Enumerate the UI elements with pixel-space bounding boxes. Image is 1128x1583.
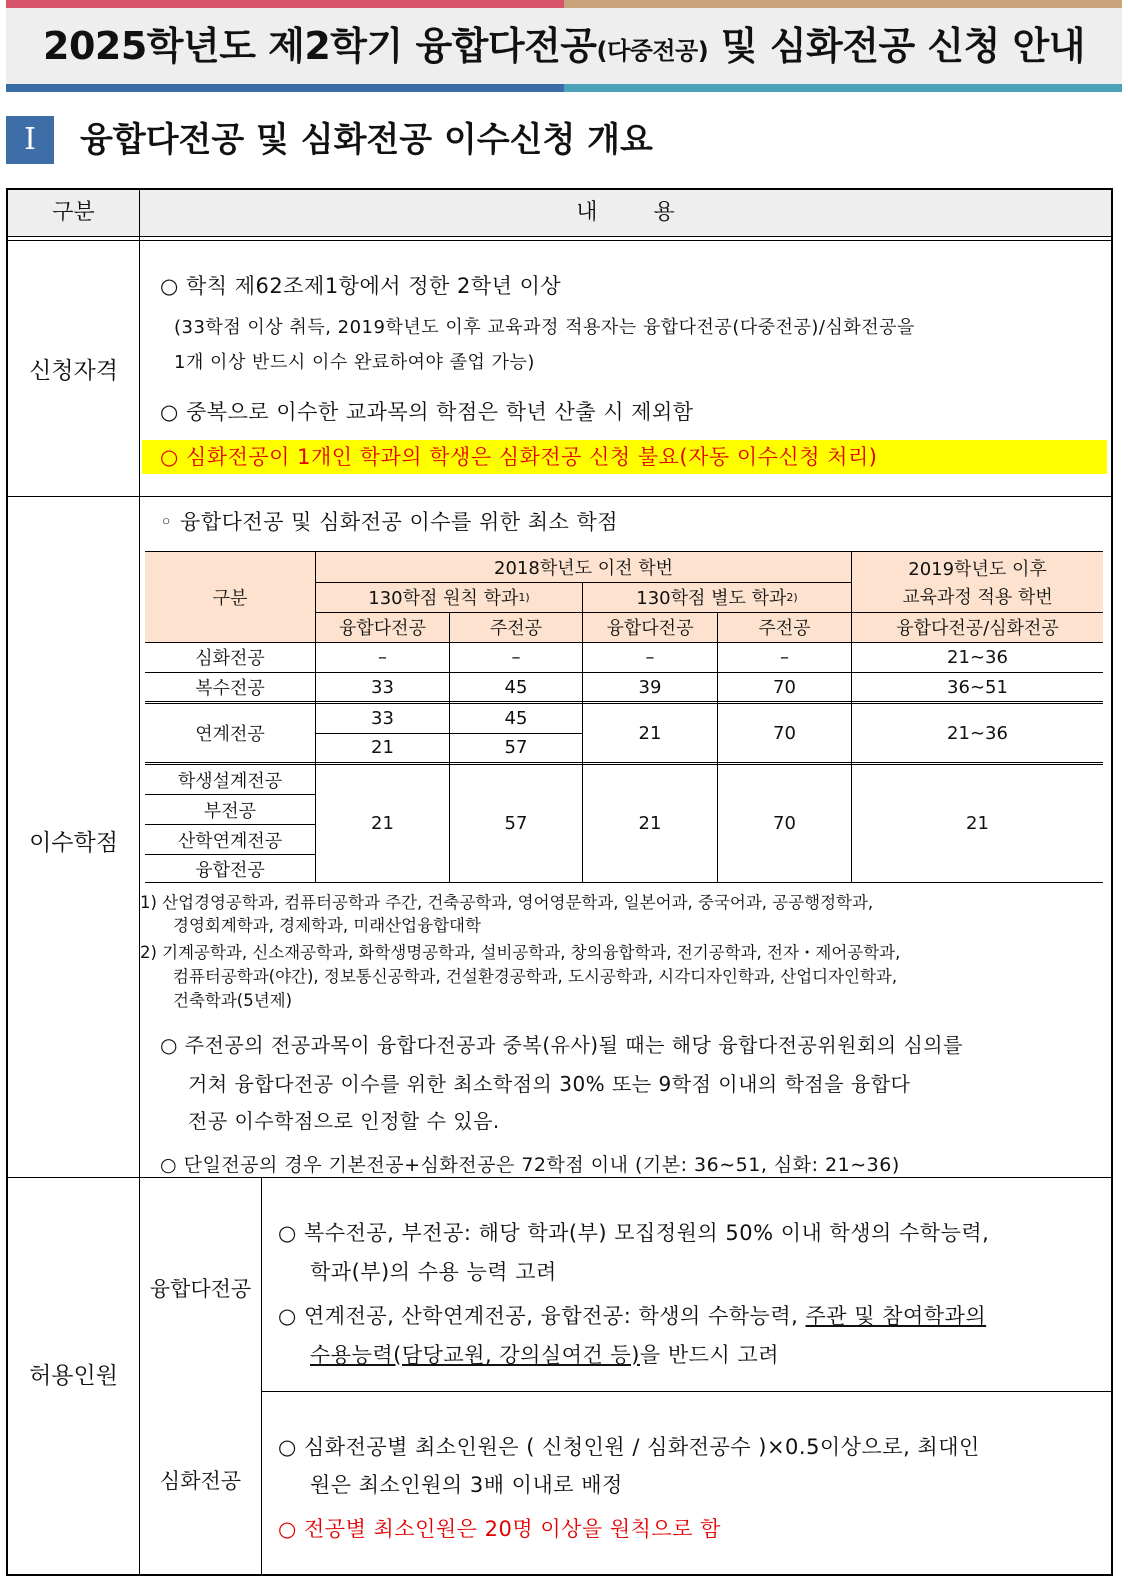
- column-divider-2: [261, 1177, 262, 1576]
- footnote-1-line-2: 경영회계학과, 경제학과, 미래산업융합대학: [173, 916, 481, 935]
- footnote-1-line-1: 1) 산업경영공학과, 컴퓨터공학과 주간, 건축공학과, 영어영문학과, 일본어과, 중국어과, 공공행정학과,: [140, 893, 874, 912]
- header-category: 구분: [52, 200, 95, 225]
- credit-cell: 21∼36: [947, 646, 1008, 668]
- credit-cell: 21: [638, 813, 662, 834]
- credit-cell: –: [645, 646, 655, 668]
- advanced-capacity-line-1: ○ 심화전공별 최소인원은 ( 신청인원 / 심화전공수 )×0.5이상으로, 최대인: [278, 1435, 980, 1459]
- group-before-2018: 2018학년도 이전 학번: [494, 557, 673, 579]
- credit-cell: 45: [504, 676, 528, 698]
- grid-line: [449, 612, 450, 883]
- credit-cell: 33: [371, 676, 394, 698]
- column-divider-1: [139, 190, 140, 1576]
- credits-note-1-line-3: 전공 이수학점으로 인정할 수 있음.: [188, 1109, 500, 1133]
- title-part-paren: (다중전공): [596, 37, 709, 65]
- grid-line: [582, 582, 583, 883]
- footnote-2-line-1: 2) 기계공학과, 신소재공학과, 화학생명공학과, 설비공학과, 창의융합학과, 전기공학과, 전자・제어공학과,: [140, 943, 901, 962]
- credit-row-name: 심화전공: [195, 648, 265, 669]
- credit-cell: –: [780, 646, 789, 668]
- credit-cell: 36∼51: [947, 676, 1008, 698]
- col-e-label: 융합다전공/심화전공: [896, 618, 1059, 639]
- row-divider-3: [261, 1391, 1111, 1392]
- title-part-2: 및 심화전공 신청 안내: [708, 24, 1085, 68]
- title-top-stripe: [6, 0, 1122, 8]
- overview-table: [6, 188, 1113, 1576]
- multi-capacity-line-1: ○ 복수전공, 부전공: 해당 학과(부) 모집정원의 50% 이내 학생의 수학능력,: [278, 1221, 990, 1245]
- row-label-capacity: 허용인원: [29, 1363, 118, 1389]
- credit-row-name: 융합전공: [195, 860, 265, 881]
- credit-cell: 70: [773, 813, 796, 834]
- col-c-label: 융합다전공: [606, 618, 694, 639]
- sub-label-advanced-major: 심화전공: [159, 1469, 242, 1493]
- credit-cell: –: [511, 646, 521, 668]
- multi-capacity-line-3: ○ 연계전공, 산학연계전공, 융합전공: 학생의 수학능력, 주관 및 참여학과의: [278, 1304, 987, 1328]
- credits-intro: ◦ 융합다전공 및 심화전공 이수를 위한 최소 학점: [160, 510, 619, 534]
- credit-cell: 45: [504, 708, 528, 729]
- grid-line: [145, 824, 315, 825]
- title-banner: [6, 0, 1122, 96]
- grid-line: [316, 612, 1103, 613]
- credit-cell: 57: [504, 737, 528, 758]
- section-heading: 융합다전공 및 심화전공 이수신청 개요: [80, 120, 653, 160]
- grid-line-double: [145, 762, 1103, 765]
- credit-row-name: 부전공: [203, 800, 257, 822]
- credit-cell: 21: [966, 813, 989, 834]
- footnote-2-line-2: 컴퓨터공학과(야간), 정보통신공학과, 건설환경공학과, 도시공학과, 시각디자인학과, 산업디자인학과,: [173, 967, 898, 986]
- credit-cell: –: [378, 646, 387, 668]
- header-content: 내 용: [576, 200, 675, 225]
- row-label-credits: 이수학점: [29, 830, 118, 856]
- grid-line: [145, 672, 1103, 673]
- credit-cell: 21: [371, 813, 394, 834]
- credit-row-name: 산학연계전공: [177, 830, 283, 852]
- sub-130-separate: 130학점 별도 학과 2): [636, 588, 798, 609]
- credit-cell: 57: [504, 813, 528, 834]
- title-bottom-stripe: [6, 84, 1122, 92]
- grid-line: [145, 794, 315, 795]
- grid-line: [145, 551, 1103, 552]
- multi-capacity-line-2: 학과(부)의 수용 능력 고려: [310, 1260, 557, 1284]
- advanced-capacity-line-3: ○ 전공별 최소인원은 20명 이상을 원칙으로 함: [278, 1517, 721, 1541]
- multi-capacity-line-4: 수용능력(담당교원, 강의실여건 등)을 반드시 고려: [310, 1343, 779, 1367]
- col-a-label: 융합다전공: [339, 618, 426, 639]
- section-number-badge: Ⅰ: [6, 116, 54, 164]
- row-divider-1: [8, 496, 1111, 497]
- group-after-2019-line1: 2019학년도 이후: [908, 559, 1047, 580]
- grid-line: [851, 551, 852, 883]
- eligibility-line-3: 1개 이상 반드시 이수 완료하여야 졸업 가능): [174, 352, 535, 373]
- credit-row-name: 복수전공: [195, 678, 265, 699]
- credits-note-1-line-1: ○ 주전공의 전공과목이 융합다전공과 중복(유사)될 때는 해당 융합다전공위원회의 심의를: [160, 1033, 963, 1057]
- credit-cell: 70: [773, 676, 796, 698]
- grid-line: [717, 612, 718, 883]
- credit-table: [145, 551, 1103, 883]
- credit-cell: 21∼36: [947, 722, 1008, 744]
- grid-line: [316, 582, 851, 583]
- credit-cell: 21: [638, 722, 662, 744]
- credit-cell: 33: [371, 708, 394, 729]
- col-d-label: 주전공: [758, 618, 811, 639]
- grid-line: [145, 854, 315, 855]
- row-divider-2: [8, 1177, 1111, 1178]
- credit-cell: 70: [773, 722, 796, 744]
- credits-note-1-line-2: 거쳐 융합다전공 이수를 위한 최소학점의 30% 또는 9학점 이내의 학점을 융합다: [188, 1072, 911, 1096]
- credit-row-name: 학생설계전공: [177, 770, 283, 792]
- col-b-label: 주전공: [489, 618, 543, 639]
- eligibility-line-1: ○ 학칙 제62조제1항에서 정한 2학년 이상: [160, 274, 562, 298]
- grid-line: [315, 551, 316, 883]
- footnote-2-line-3: 건축학과(5년제): [173, 991, 293, 1010]
- page-title: [6, 8, 1122, 84]
- eligibility-line-5-highlight: ○ 심화전공이 1개인 학과의 학생은 심화전공 신청 불요(자동 이수신청 처리): [142, 440, 1107, 474]
- row-label-eligibility: 신청자격: [29, 358, 118, 384]
- grid-line-double: [145, 701, 1103, 704]
- credit-row-name: 연계전공: [195, 724, 265, 745]
- credit-cell: 21: [371, 737, 394, 758]
- sub-130-principle: 130학점 원칙 학과 1): [368, 588, 530, 609]
- grid-line: [145, 642, 1103, 643]
- sub-label-multi-major: 융합다전공: [149, 1277, 252, 1301]
- header-divider: [8, 236, 1111, 241]
- title-part-1: 2025학년도 제2학기 융합다전공: [43, 24, 597, 68]
- credits-note-2: ○ 단일전공의 경우 기본전공+심화전공은 72학점 이내 (기본: 36∼51, 심화: 21∼36): [160, 1154, 900, 1176]
- credit-corner-label: 구분: [212, 587, 248, 609]
- eligibility-line-2: (33학점 이상 취득, 2019학년도 이후 교육과정 적용자는 융합다전공(다중전공)/심화전공을: [174, 317, 915, 338]
- advanced-capacity-line-2: 원은 최소인원의 3배 이내로 배정: [310, 1473, 623, 1497]
- credit-cell: 39: [638, 676, 662, 698]
- group-after-2019-line2: 교육과정 적용 학번: [902, 587, 1053, 608]
- eligibility-line-4: ○ 중복으로 이수한 교과목의 학점은 학년 산출 시 제외함: [160, 400, 694, 424]
- grid-line: [145, 882, 1103, 883]
